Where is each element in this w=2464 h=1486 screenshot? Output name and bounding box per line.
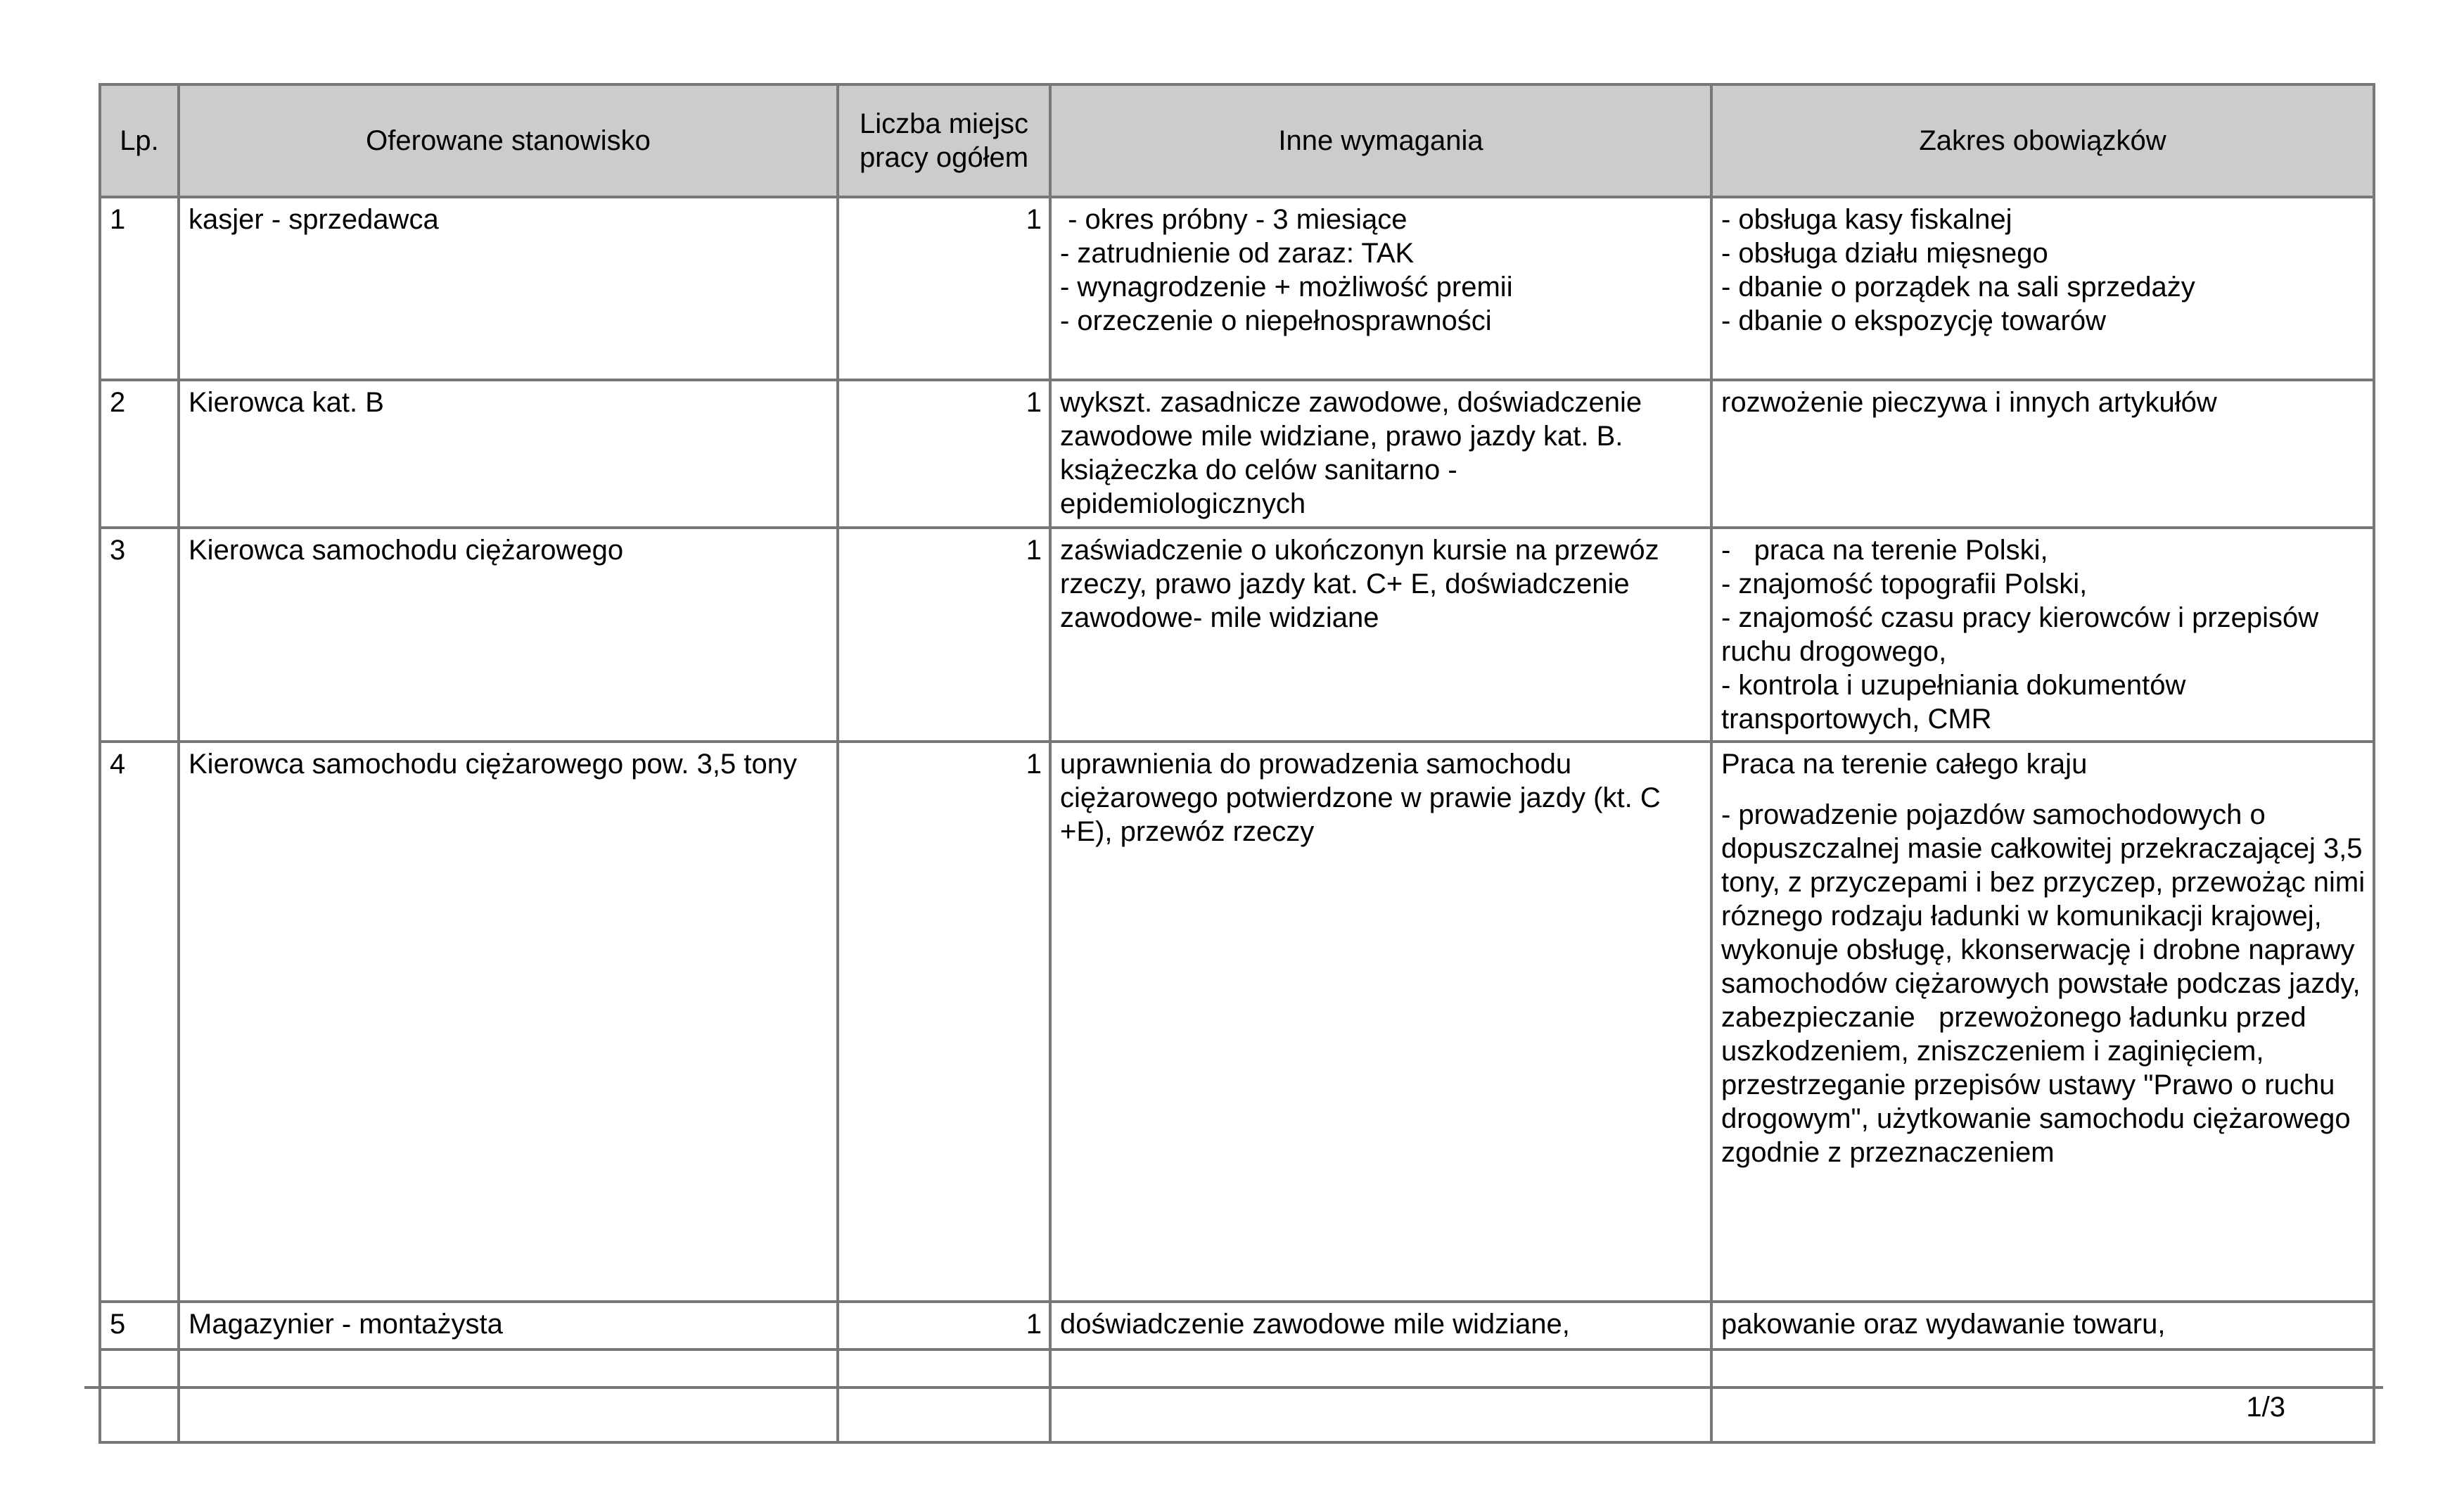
cell-requirements bbox=[1050, 197, 1711, 380]
cell-count: 1 bbox=[838, 1302, 1050, 1442]
requirement-line: - zatrudnienie od zaraz: TAK bbox=[1060, 238, 1415, 269]
duty-line: - dbanie o porządek na sali sprzedaży bbox=[1721, 272, 2195, 303]
header-position: Oferowane stanowisko bbox=[179, 84, 838, 197]
job-offers-table-container bbox=[98, 83, 2389, 1351]
duty-line: - znajomość topografii Polski, bbox=[1721, 569, 2088, 599]
cell-count: 1 bbox=[838, 380, 1050, 528]
requirement-line: - wynagrodzenie + możliwość premii bbox=[1060, 272, 1513, 303]
table-row bbox=[100, 528, 2374, 742]
cell-lp: 1 bbox=[100, 197, 179, 380]
duty-intro: Praca na terenie całego kraju bbox=[1721, 749, 2088, 780]
header-duties: Zakres obowiązków bbox=[1711, 84, 2374, 197]
cell-count: 1 bbox=[838, 197, 1050, 380]
duty-line: rozwożenie pieczywa i innych artykułów bbox=[1721, 387, 2217, 418]
header-count: Liczba miejsc pracy ogółem bbox=[838, 84, 1050, 197]
duty-line: - obsługa działu mięsnego bbox=[1721, 238, 2048, 269]
cell-duties bbox=[1711, 742, 2389, 1302]
requirement-line: wykszt. zasadnicze zawodowe, doświadczenie zawodowe mile widziane, prawo jazdy kat. B. książeczka do celów sanitarno - epidemiologicznych bbox=[1060, 387, 1650, 519]
requirement-line: - orzeczenie o niepełnosprawności bbox=[1060, 305, 1492, 336]
requirement-line: uprawnienia do prowadzenia samochodu ciężarowego potwierdzone w prawie jazdy (kt. C +E), przewóz rzeczy bbox=[1060, 749, 1668, 847]
cell-requirements bbox=[1050, 742, 1711, 1302]
requirement-line: - okres próbny - 3 miesiące bbox=[1060, 204, 1407, 235]
duty-line: - dbanie o ekspozycję towarów bbox=[1721, 305, 2106, 336]
table-row bbox=[100, 380, 2374, 528]
cell-lp: 4 bbox=[100, 742, 179, 1302]
page-number: 1/3 bbox=[2246, 1392, 2285, 1423]
cell-count: 1 bbox=[838, 742, 1050, 1302]
cell-requirements bbox=[1050, 528, 1711, 742]
cell-lp: 2 bbox=[100, 380, 179, 528]
cell-position: Kierowca samochodu ciężarowego bbox=[179, 528, 838, 742]
cell-position: Kierowca kat. B bbox=[179, 380, 838, 528]
cell-duties bbox=[1711, 380, 2374, 528]
duty-line: - prowadzenie pojazdów samochodowych o dopuszczalnej masie całkowitej przekraczającej 3,5 tony, z przyczepami i bez przyczep, przewożąc nimi róznego rodzaju ładunki w komunikacji krajowej, wykonuje obsługę, kkonserwację i drobne naprawy samochodów ciężarowych powstałe podczas jazdy, zabezpieczanie przewożonego ładunku przed uszkodzeniem, zniszczeniem i zaginięciem, przestrzeganie przepisów ustawy "Prawo o ruchu drogowym", użytkowanie samochodu ciężarowego zgodnie z przeznaczeniem bbox=[1721, 799, 2389, 1168]
footer-divider bbox=[84, 1386, 2383, 1389]
cell-count: 1 bbox=[838, 528, 1050, 742]
cell-position: Kierowca samochodu ciężarowego pow. 3,5 tony bbox=[179, 742, 838, 1302]
table-row bbox=[100, 742, 2374, 1302]
duty-line: - znajomość czasu pracy kierowców i przepisów ruchu drogowego, bbox=[1721, 602, 2327, 667]
table-row bbox=[100, 1302, 2374, 1442]
cell-requirements bbox=[1050, 380, 1711, 528]
duty-line: - kontrola i uzupełniania dokumentów transportowych, CMR bbox=[1721, 670, 2194, 735]
table-row bbox=[100, 197, 2374, 380]
duty-line: pakowanie oraz wydawanie towaru, bbox=[1721, 1309, 2166, 1340]
cell-lp: 3 bbox=[100, 528, 179, 742]
job-offers-table bbox=[98, 83, 2389, 1444]
cell-lp: 5 bbox=[100, 1302, 179, 1442]
duty-line: - obsługa kasy fiskalnej bbox=[1721, 204, 2012, 235]
table-header-row bbox=[100, 84, 2374, 197]
header-lp: Lp. bbox=[100, 84, 179, 197]
cell-position: kasjer - sprzedawca bbox=[179, 197, 838, 380]
cell-duties bbox=[1711, 528, 2374, 742]
header-requirements: Inne wymagania bbox=[1050, 84, 1711, 197]
paragraph-gap bbox=[1721, 781, 2366, 798]
cell-position: Magazynier - montażysta bbox=[179, 1302, 838, 1442]
requirement-line: zaświadczenie o ukończonyn kursie na przewóz rzeczy, prawo jazdy kat. C+ E, doświadczenie zawodowe- mile widziane bbox=[1060, 535, 1667, 633]
duty-line: - praca na terenie Polski, bbox=[1721, 535, 2048, 566]
cell-duties bbox=[1711, 197, 2374, 380]
requirement-line: doświadczenie zawodowe mile widziane, bbox=[1060, 1309, 1570, 1340]
cell-requirements bbox=[1050, 1302, 1711, 1442]
